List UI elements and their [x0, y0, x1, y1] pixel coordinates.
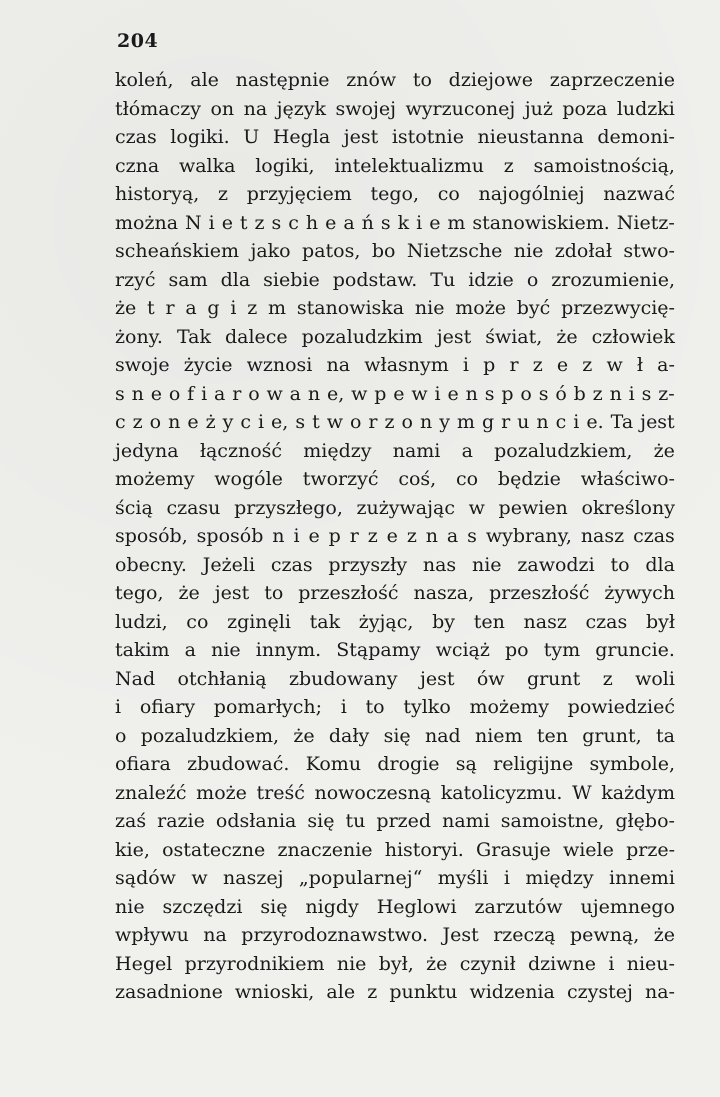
text-line: historyą, z przyjęciem tego, co najogólniej nazwać	[115, 183, 675, 205]
text-line: Nad otchłanią zbudowany jest ów grunt z woli	[115, 667, 675, 690]
text-line: i ofiary pomarłych; i to tylko możemy powiedzieć	[115, 696, 675, 718]
text-line: koleń, ale następnie znów to dziejowe zaprzeczenie	[115, 69, 675, 91]
text-line: zasadnione wnioski, ale z punktu widzenia czystej na-	[115, 981, 675, 1003]
text-line: tłómaczy on na język swojej wyrzuconej już poza ludzki	[115, 97, 675, 120]
text-line: żony. Tak dalece pozaludzkim jest świat, że człowiek	[115, 325, 675, 348]
text-line: że t r a g i z m stanowiska nie może być przezwycię-	[115, 297, 675, 319]
text-line: możemy wogóle tworzyć coś, co będzie właściwo-	[115, 468, 675, 490]
text-line: scheańskiem jako patos, bo Nietzsche nie zdołał stwo-	[115, 240, 675, 262]
text-line: o pozaludzkiem, że dały się nad niem ten grunt, ta	[115, 724, 675, 747]
page-number: 204	[117, 30, 159, 52]
text-line: kie, ostateczne znaczenie historyi. Grasuje wiele prze-	[115, 838, 675, 861]
text-line: czna walka logiki, intelektualizmu z samoistnością,	[115, 154, 675, 177]
text-line: s n e o f i a r o w a n e, w p e w i e n s p o s ó b z n i s z-	[115, 382, 675, 405]
text-line: zaś razie odsłania się tu przed nami samoistne, głębo-	[115, 810, 675, 832]
text-line: sądów w naszej „popularnej“ myśli i między innemi	[115, 867, 675, 889]
text-line: znaleźć może treść nowoczesną katolicyzmu. W każdym	[115, 781, 675, 804]
text-line: jedyna łączność między nami a pozaludzkiem, że	[115, 439, 675, 462]
text-line: takim a nie innym. Stąpamy wciąż po tym gruncie.	[115, 639, 675, 661]
text-line: czas logiki. U Hegla jest istotnie nieustanna demoni-	[115, 126, 675, 148]
text-line: tego, że jest to przeszłość nasza, przeszłość żywych	[115, 582, 675, 604]
text-line: ludzi, co zginęli tak żyjąc, by ten nasz czas był	[115, 610, 675, 633]
text-line: c z o n e ż y c i e, s t w o r z o n y m g r u n c i e. Ta jest	[115, 411, 675, 433]
text-line: obecny. Jeżeli czas przyszły nas nie zawodzi to dla	[115, 553, 675, 576]
text-line: rzyć sam dla siebie podstaw. Tu idzie o zrozumienie,	[115, 268, 675, 291]
body-text	[115, 66, 675, 1007]
text-line: można N i e t z s c h e a ń s k i e m stanowiskiem. Nietz-	[115, 211, 675, 234]
text-line: swoje życie wznosi na własnym i p r z e z w ł a-	[115, 354, 675, 376]
text-line: ofiara zbudować. Komu drogie są religijne symbole,	[115, 753, 675, 775]
text-line: Hegel przyrodnikiem nie był, że czynił dziwne i nieu-	[115, 952, 675, 975]
text-line: nie szczędzi się nigdy Heglowi zarzutów ujemnego	[115, 895, 675, 918]
text-line: wpływu na przyrodoznawstwo. Jest rzeczą pewną, że	[115, 924, 675, 946]
text-line: sposób, sposób n i e p r z e z n a s wybrany, nasz czas	[115, 525, 675, 547]
text-line: ścią czasu przyszłego, zużywając w pewien określony	[115, 496, 675, 519]
